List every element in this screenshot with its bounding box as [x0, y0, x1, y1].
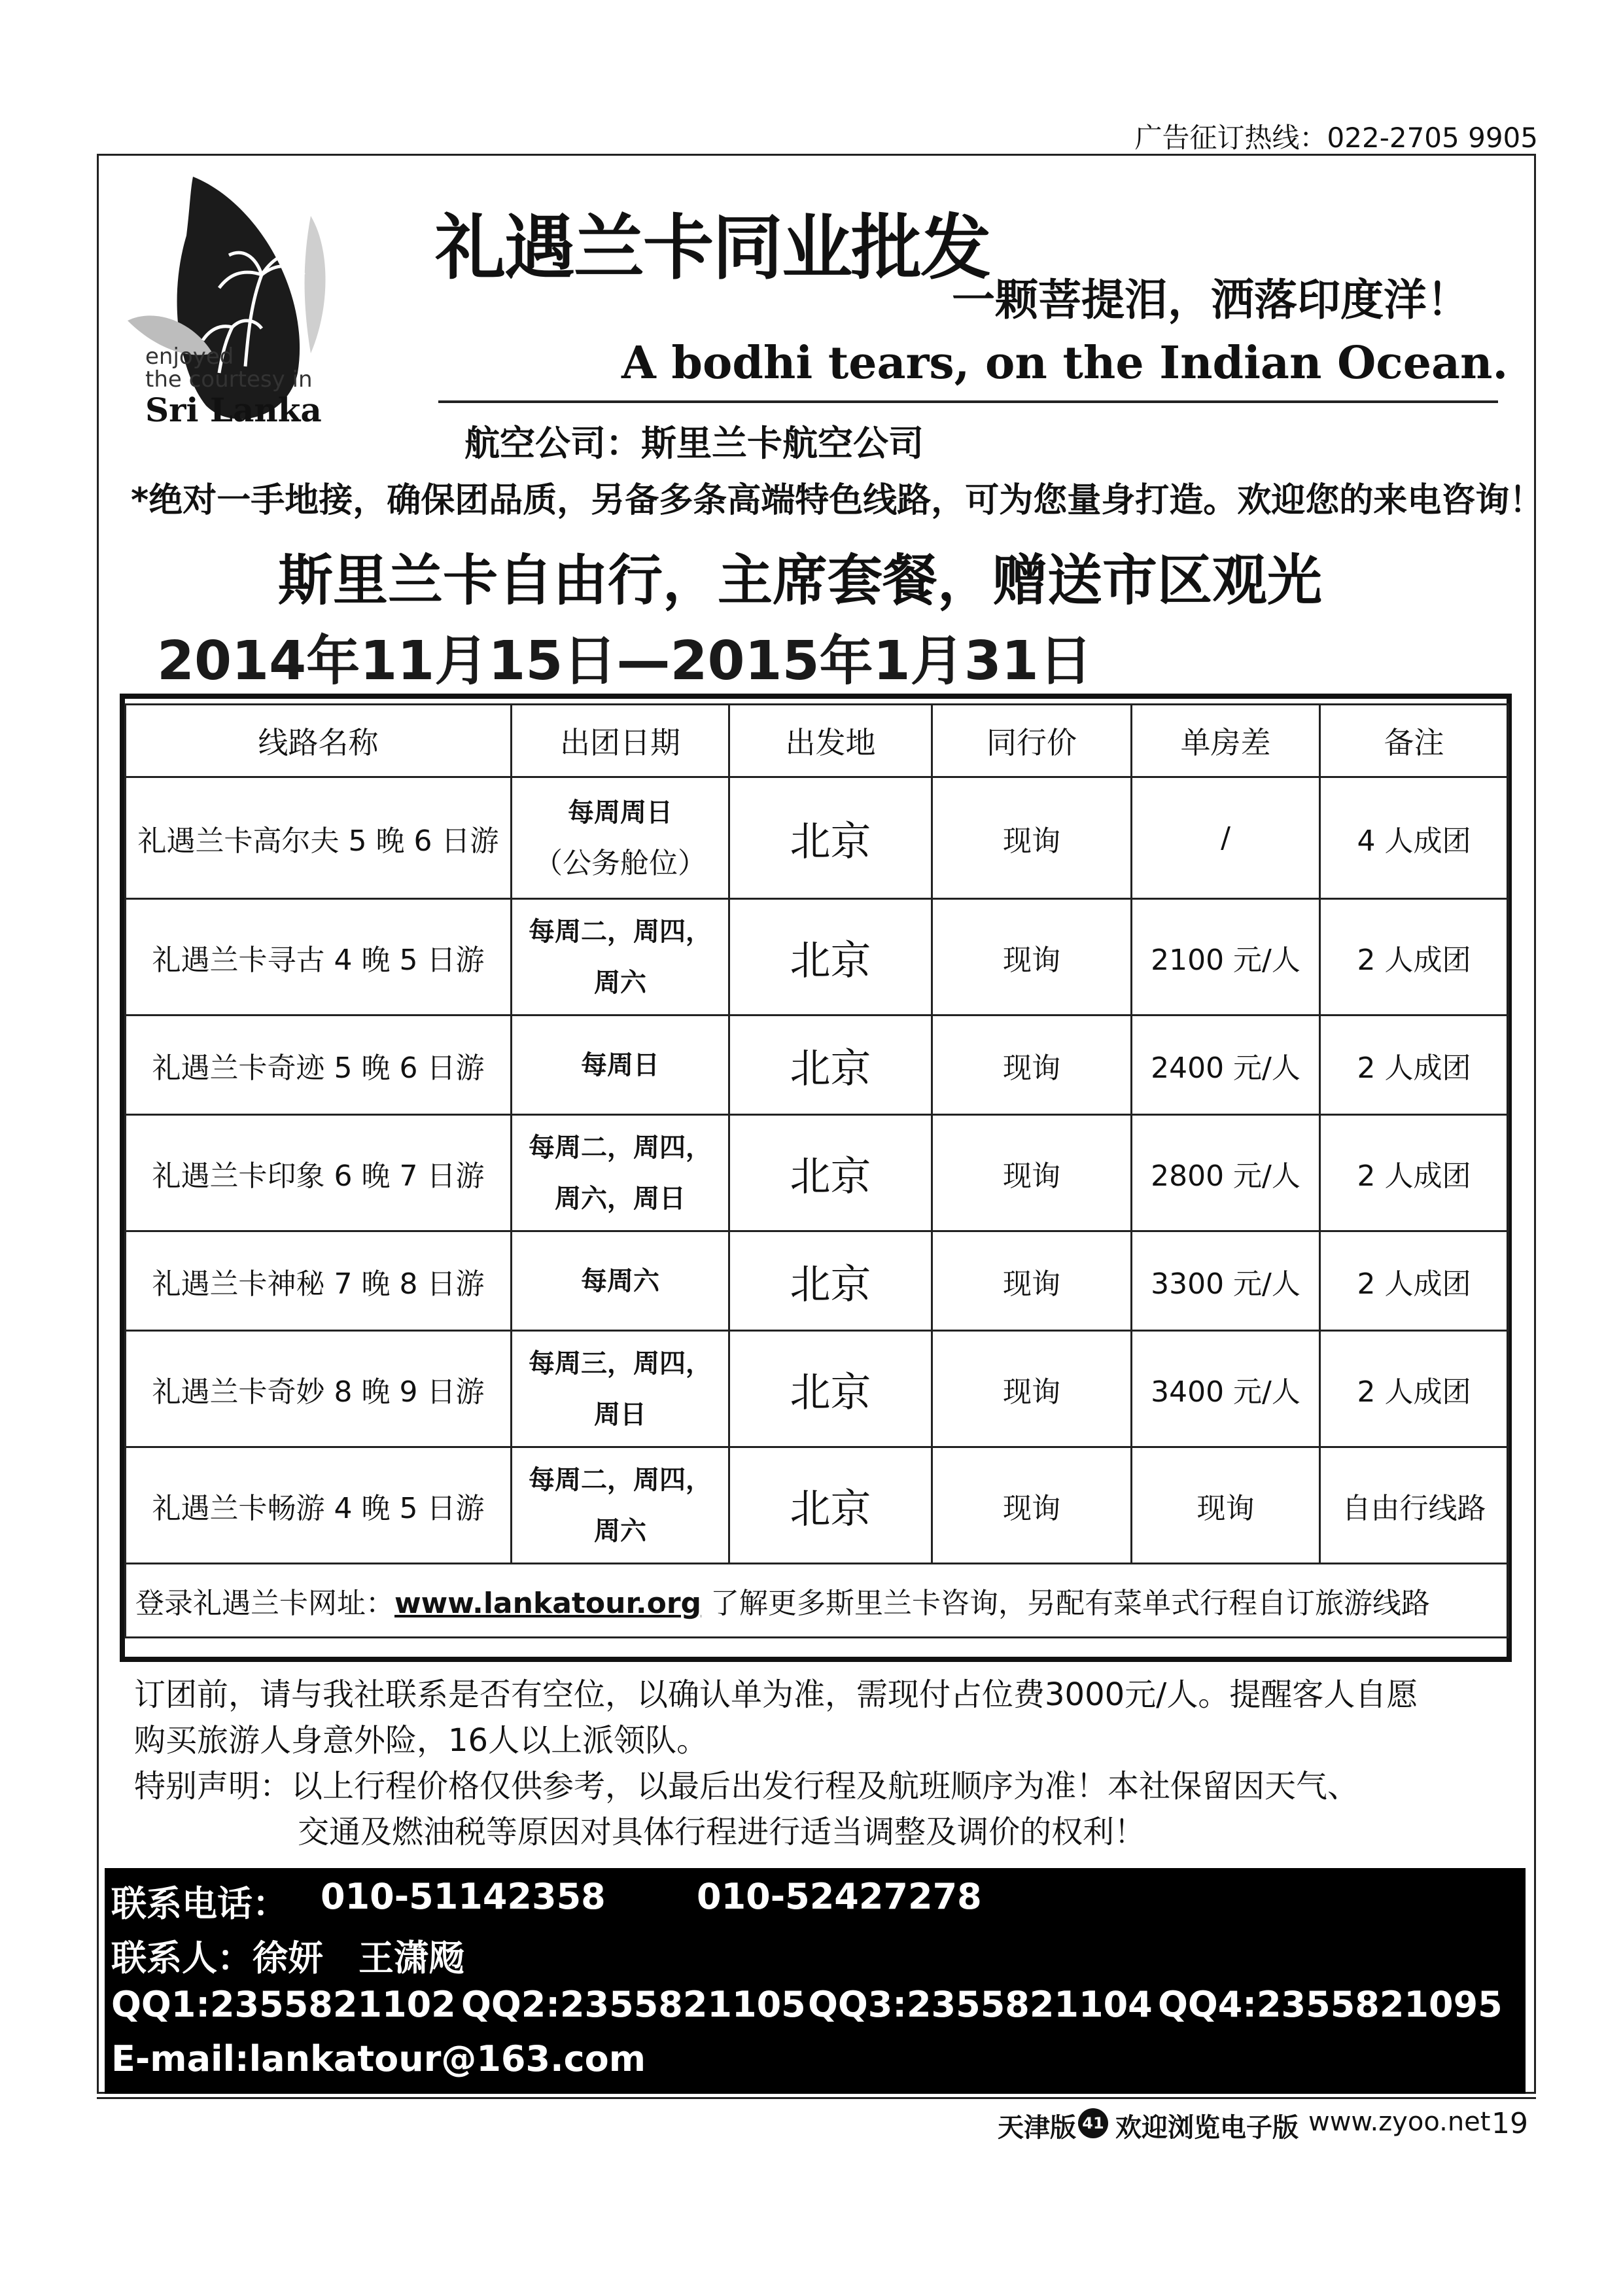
footer-divider — [97, 2097, 1536, 2099]
dates-line-1: 每周二，周四， — [529, 916, 712, 947]
website-suffix: 了解更多斯里兰卡咨询，另配有菜单式行程自订旅游线路 — [701, 1587, 1431, 1620]
route-cell: 礼遇兰卡寻古 4 晚 5 日游 — [126, 899, 512, 1016]
contact-person: 联系人：徐妍 王潇飏 — [111, 1937, 464, 1979]
dates-cell — [512, 1115, 729, 1231]
header-departure: 出发地 — [729, 705, 932, 777]
dates-line-1: 每周六 — [581, 1265, 659, 1296]
single-supplement-cell: 现询 — [1132, 1447, 1320, 1564]
disclaimer-1: 特别声明：以上行程价格仅供参考，以最后出发行程及航班顺序为准！本社保留因天气、 — [134, 1768, 1359, 1805]
table-row — [126, 899, 1509, 1016]
ad-title: 礼遇兰卡同业批发 — [435, 207, 990, 289]
note-cell: 2 人成团 — [1320, 1331, 1509, 1447]
departure-cell: 北京 — [729, 777, 932, 899]
phone-number-2: 010-52427278 — [697, 1876, 982, 1917]
footer-edition: 天津版 — [998, 2113, 1076, 2143]
dates-cell — [512, 1447, 729, 1564]
departure-cell: 北京 — [729, 1331, 932, 1447]
price-cell: 现询 — [932, 1331, 1132, 1447]
table-row — [126, 1115, 1509, 1231]
qq-2: QQ2:2355821105 — [461, 1984, 806, 2025]
website-cell — [126, 1564, 1509, 1638]
dates-line-1: 每周周日 — [568, 797, 672, 828]
disclaimer-2: 交通及燃油税等原因对具体行程进行适当调整及调价的权利！ — [298, 1814, 1146, 1850]
dates-line-2: 周六，周日 — [555, 1183, 686, 1214]
header-single-supplement: 单房差 — [1132, 705, 1320, 777]
header-note: 备注 — [1320, 705, 1509, 777]
ad-hotline: 广告征订热线：022-2705 9905 — [1134, 122, 1538, 154]
table-footer-row — [126, 1564, 1509, 1638]
booking-note-1: 订团前，请与我社联系是否有空位，以确认单为准，需现付占位费3000元/人。提醒客人自愿 — [134, 1676, 1418, 1713]
dates-cell — [512, 899, 729, 1016]
table-row — [126, 1447, 1509, 1564]
guarantee-text: *绝对一手地接，确保团品质，另备多条高端特色线路，可为您量身打造。欢迎您的来电咨询！ — [131, 481, 1544, 520]
note-cell: 2 人成团 — [1320, 1016, 1509, 1115]
dates-line-2: 周日 — [594, 1399, 646, 1430]
single-supplement-cell: 2400 元/人 — [1132, 1016, 1320, 1115]
qq-1: QQ1:2355821102 — [111, 1984, 456, 2025]
header-price: 同行价 — [932, 705, 1132, 777]
logo-text-sri-lanka: Sri Lanka — [145, 391, 322, 429]
dates-line-1: 每周二，周四， — [529, 1132, 712, 1163]
website-prefix: 登录礼遇兰卡网址： — [135, 1587, 394, 1620]
phone-label: 联系电话： — [111, 1883, 288, 1924]
departure-cell: 北京 — [729, 1231, 932, 1331]
slogan-english: A bodhi tears, on the Indian Ocean. — [621, 337, 1509, 389]
dates-cell — [512, 1016, 729, 1115]
price-cell: 现询 — [932, 1016, 1132, 1115]
price-cell: 现询 — [932, 777, 1132, 899]
dates-cell — [512, 777, 729, 899]
note-cell: 2 人成团 — [1320, 1115, 1509, 1231]
single-supplement-cell: 2100 元/人 — [1132, 899, 1320, 1016]
note-cell: 4 人成团 — [1320, 777, 1509, 899]
route-cell: 礼遇兰卡印象 6 晚 7 日游 — [126, 1115, 512, 1231]
dates-cell — [512, 1331, 729, 1447]
edition-badge-icon: 41 — [1078, 2108, 1108, 2138]
logo-text-enjoyed: enjoyed — [145, 344, 234, 370]
price-cell: 现询 — [932, 1231, 1132, 1331]
dates-line-1: 每周二，周四， — [529, 1464, 712, 1495]
dates-line-1: 每周日 — [581, 1050, 659, 1080]
date-range: 2014年11月15日—2015年1月31日 — [157, 630, 1092, 692]
header-route: 线路名称 — [126, 705, 512, 777]
departure-cell: 北京 — [729, 1016, 932, 1115]
route-cell: 礼遇兰卡高尔夫 5 晚 6 日游 — [126, 777, 512, 899]
package-headline: 斯里兰卡自由行，主席套餐，赠送市区观光 — [278, 548, 1323, 612]
note-cell: 2 人成团 — [1320, 899, 1509, 1016]
departure-cell: 北京 — [729, 1115, 932, 1231]
route-cell: 礼遇兰卡畅游 4 晚 5 日游 — [126, 1447, 512, 1564]
qq-3: QQ3:2355821104 — [808, 1984, 1153, 2025]
price-cell: 现询 — [932, 1115, 1132, 1231]
table-row — [126, 1231, 1509, 1331]
title-divider — [438, 400, 1498, 403]
qq-4: QQ4:2355821095 — [1158, 1984, 1503, 2025]
slogan-chinese: 一颗菩提泪，洒落印度洋！ — [952, 274, 1470, 325]
dates-line-1: 每周三，周四， — [529, 1348, 712, 1379]
dates-line-2: 周六 — [594, 1515, 646, 1546]
price-cell: 现询 — [932, 899, 1132, 1016]
departure-cell: 北京 — [729, 1447, 932, 1564]
airline-info: 航空公司：斯里兰卡航空公司 — [464, 423, 924, 464]
price-cell: 现询 — [932, 1447, 1132, 1564]
footer-welcome: 欢迎浏览电子版 — [1115, 2113, 1299, 2143]
single-supplement-cell: 3400 元/人 — [1132, 1331, 1320, 1447]
single-supplement-cell: / — [1132, 777, 1320, 899]
single-supplement-cell: 3300 元/人 — [1132, 1231, 1320, 1331]
route-cell: 礼遇兰卡奇迹 5 晚 6 日游 — [126, 1016, 512, 1115]
route-cell: 礼遇兰卡神秘 7 晚 8 日游 — [126, 1231, 512, 1331]
departure-cell: 北京 — [729, 899, 932, 1016]
note-cell: 自由行线路 — [1320, 1447, 1509, 1564]
table-row — [126, 1331, 1509, 1447]
single-supplement-cell: 2800 元/人 — [1132, 1115, 1320, 1231]
tour-table — [124, 703, 1509, 1638]
page-number: 19 — [1492, 2107, 1528, 2140]
header-dates: 出团日期 — [512, 705, 729, 777]
booking-note-2: 购买旅游人身意外险，16人以上派领队。 — [134, 1722, 708, 1759]
dates-line-2: 周六 — [594, 967, 646, 998]
phone-number-1: 010-51142358 — [321, 1876, 606, 1917]
logo-text-courtesy: the courtesy in — [145, 366, 313, 393]
footer-site-link[interactable]: www.zyoo.net — [1308, 2107, 1491, 2137]
table-header-row — [126, 705, 1509, 777]
note-cell: 2 人成团 — [1320, 1231, 1509, 1331]
dates-line-2: （公务舱位） — [534, 846, 707, 880]
website-link[interactable]: www.lankatour.org — [394, 1587, 702, 1620]
contact-email: E-mail:lankatour@163.com — [111, 2038, 646, 2079]
table-row — [126, 1016, 1509, 1115]
dates-cell — [512, 1231, 729, 1331]
table-row — [126, 777, 1509, 899]
route-cell: 礼遇兰卡奇妙 8 晚 9 日游 — [126, 1331, 512, 1447]
